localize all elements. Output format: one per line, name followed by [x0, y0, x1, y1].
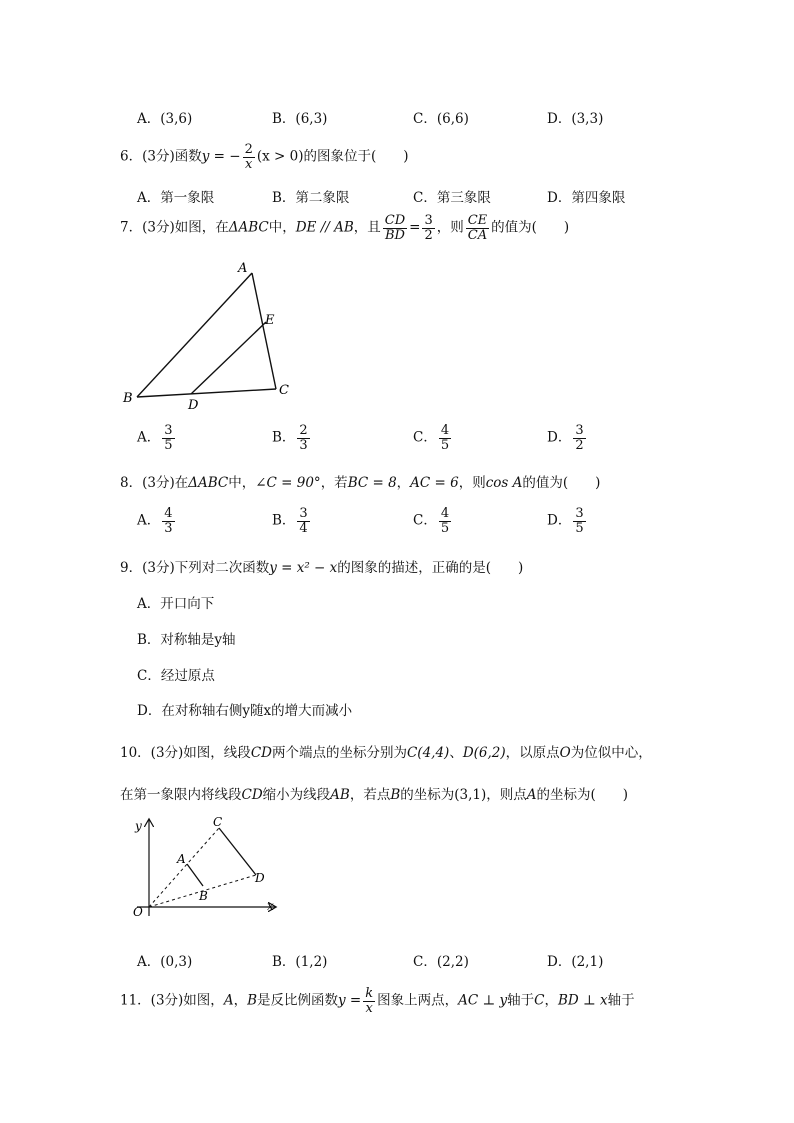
q9-option-a[interactable]: A．开口向下: [137, 596, 215, 612]
q11-fraction: $\frac{k}{x}$: [365, 986, 374, 1016]
q6-option-d[interactable]: D．第四象限: [547, 190, 626, 206]
q8-stem: 8．(3分)在ΔABC中，∠C = 90°，若BC = 8，AC = 6，则cos A的值为( ): [120, 475, 601, 491]
q10-option-d[interactable]: D．(2,1): [547, 954, 604, 970]
q6-fraction: $\frac{2}{x}$: [244, 142, 253, 172]
q10-label-b: B: [199, 889, 208, 903]
q7-label-a: A: [238, 261, 248, 276]
q7-segment-de: [191, 322, 266, 394]
q7-label-c: C: [279, 383, 289, 398]
q7-label-b: B: [123, 391, 133, 406]
q7-option-c[interactable]: C． $\frac{4}{5}$: [413, 423, 450, 453]
q10-label-o: O: [133, 905, 143, 919]
q8-option-c[interactable]: C． $\frac{4}{5}$: [413, 506, 450, 536]
q6-option-c[interactable]: C．第三象限: [413, 190, 491, 206]
q7-segment-bc: [137, 389, 276, 397]
q10-segment-cd: [219, 828, 256, 875]
q9-option-b[interactable]: B．对称轴是y轴: [137, 632, 236, 648]
q6-option-a[interactable]: A．第一象限: [137, 190, 215, 206]
q7-segment-ac: [252, 273, 276, 389]
q7-fraction-cd-bd: $\frac{CD}{BD}$: [384, 213, 406, 243]
q5-option-b[interactable]: B．(6,3): [272, 111, 328, 127]
q8-option-a[interactable]: A． $\frac{4}{3}$: [137, 506, 173, 536]
q10-ray-oc: [149, 828, 219, 907]
q10-stem-line1: 10．(3分)如图，线段CD两个端点的坐标分别为C(4,4)、D(6,2)，以原点O为位似中心，: [120, 745, 652, 761]
q7-segment-ba: [137, 273, 252, 397]
q7-label-d: D: [188, 398, 199, 413]
q10-option-a[interactable]: A．(0,3): [137, 954, 193, 970]
q11-stem: 11．(3分)如图，A，B是反比例函数y = $\frac{k}{x}$ 图象上两点，AC ⊥ y轴于C，BD ⊥ x轴于: [120, 986, 635, 1016]
q8-option-b[interactable]: B． $\frac{3}{4}$: [272, 506, 308, 536]
q9-option-c[interactable]: C．经过原点: [137, 668, 215, 684]
q7-fraction-ce-ca: $\frac{CE}{CA}$: [467, 213, 488, 243]
q9-stem: 9．(3分)下列对二次函数y = x² − x的图象的描述，正确的是( ): [120, 560, 524, 576]
q10-coordinate-figure: [115, 812, 285, 922]
q10-segment-ab: [187, 864, 203, 886]
q5-option-d[interactable]: D．(3,3): [547, 111, 604, 127]
q10-label-a: A: [177, 852, 186, 866]
q7-option-d[interactable]: D． $\frac{3}{2}$: [547, 423, 584, 453]
q6-option-b[interactable]: B．第二象限: [272, 190, 350, 206]
q7-stem: 7．(3分)如图，在ΔABC中，DE // AB，且 $\frac{CD}{BD}$ = $\frac{3}{2}$ ，则 $\frac{CE}{CA}$ 的值为( ): [120, 213, 570, 243]
q5-option-c[interactable]: C．(6,6): [413, 111, 469, 127]
q10-option-b[interactable]: B．(1,2): [272, 954, 328, 970]
q10-option-c[interactable]: C．(2,2): [413, 954, 469, 970]
q7-fraction-3-2: $\frac{3}{2}$: [424, 213, 433, 243]
q8-option-d[interactable]: D． $\frac{3}{5}$: [547, 506, 584, 536]
q10-label-y: y: [135, 819, 142, 833]
q7-option-b[interactable]: B． $\frac{2}{3}$: [272, 423, 308, 453]
q10-stem-line2: 在第一象限内将线段CD缩小为线段AB，若点B的坐标为(3,1)，则点A的坐标为( ): [120, 787, 629, 803]
q10-label-d: D: [255, 871, 265, 885]
q7-option-a[interactable]: A． $\frac{3}{5}$: [137, 423, 173, 453]
q7-triangle-figure: [115, 258, 305, 413]
q10-label-c: C: [213, 815, 223, 829]
q10-label-x: x: [267, 899, 274, 913]
q6-stem: 6．(3分)函数y = − $\frac{2}{x}$ (x > 0)的图象位于( ): [120, 142, 409, 172]
q5-option-a[interactable]: A．(3,6): [137, 111, 193, 127]
q7-label-e: E: [265, 313, 275, 328]
q9-option-d[interactable]: D．在对称轴右侧y随x的增大而减小: [137, 703, 353, 719]
